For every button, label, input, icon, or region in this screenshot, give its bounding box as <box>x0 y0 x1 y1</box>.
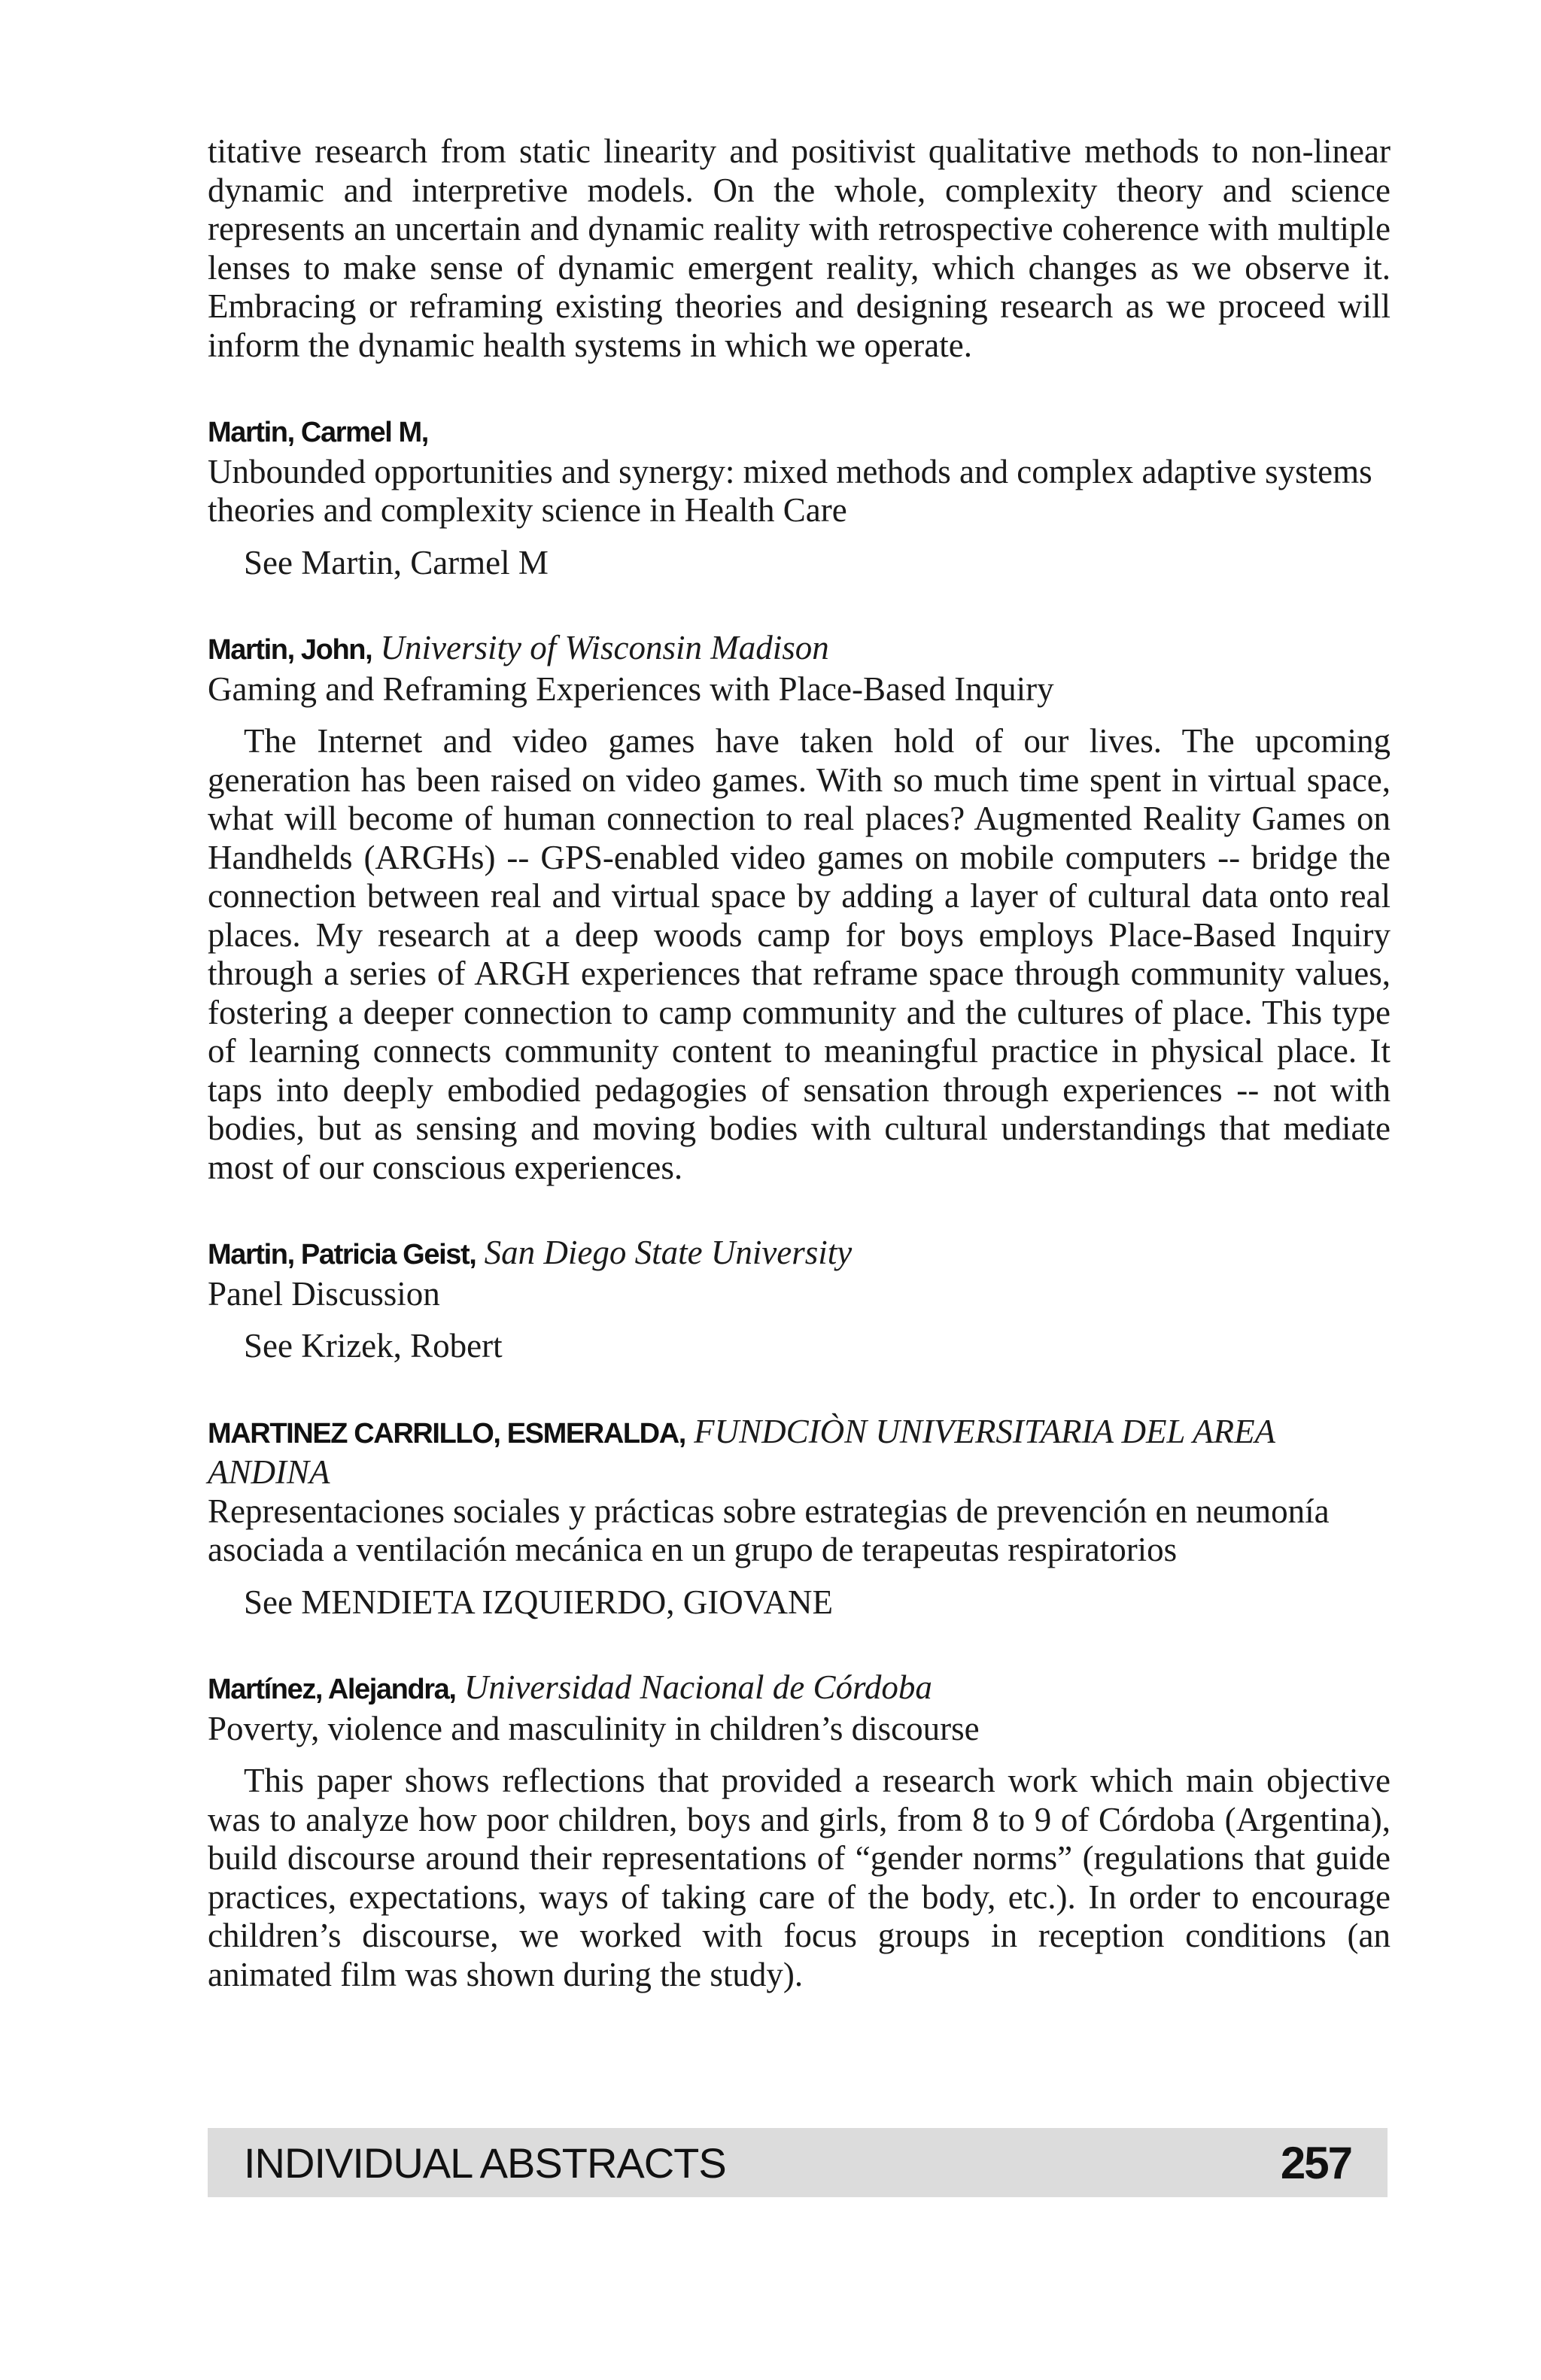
section-label: INDIVIDUAL ABSTRACTS <box>244 2139 726 2187</box>
cross-reference: See MENDIETA IZQUIERDO, GIOVANE <box>244 1583 833 1621</box>
author-affiliation: Universidad Nacional de Córdoba <box>464 1668 932 1706</box>
author-name: Martin, Carmel M, <box>208 417 428 448</box>
page-footer <box>208 2128 1388 2197</box>
author-affiliation: FUNDCIÒN UNIVERSITARIA DEL AREA ANDINA <box>208 1412 1275 1491</box>
author-affiliation: San Diego State University <box>484 1234 853 1271</box>
author-line <box>208 411 1391 453</box>
page-number: 257 <box>1280 2137 1351 2188</box>
author-name: Martin, Patricia Geist, <box>208 1239 476 1270</box>
author-line <box>208 1413 1391 1492</box>
author-name: MARTINEZ CARRILLO, ESMERALDA, <box>208 1417 685 1450</box>
abstract-text: This paper shows reflections that provided a research work which main objective was to analyze how poor children, boys and girls, from 8 to 9 of Córdoba (Argentina), build discourse around their representations of “gender norms” (regulations that guide practices, expectations, ways of taking care of the body, etc.). In order to encourage children’s discourse, we worked with focus groups in reception conditions (an animated film was shown during the study). <box>208 1762 1391 1993</box>
author-line <box>208 629 1391 670</box>
cross-reference: See Martin, Carmel M <box>244 543 549 581</box>
paper-title: Panel Discussion <box>208 1274 440 1313</box>
abstract-entry <box>208 629 1391 1187</box>
author-affiliation: University of Wisconsin Madison <box>380 629 829 666</box>
continuation-paragraph: titative research from static linearity and positivist qualitative methods to non-linear dynamic and interpretive models. On the whole, complexity theory and science represents an uncertain and dynamic reality with retrospective coherence with multiple lenses to make sense of dynamic emergent reality, which changes as we observe it. Embracing or reframing existing theories and designing research as we proceed will inform the dynamic health systems in which we operate. <box>208 132 1391 364</box>
abstract-entry <box>208 1413 1391 1623</box>
abstract-entry <box>208 1234 1391 1366</box>
page-body <box>208 132 1391 1994</box>
paper-title: Representaciones sociales y prácticas sobre estrategias de prevención en neumonía asociada a ventilación mecánica en un grupo de terapeutas respiratorios <box>208 1492 1330 1568</box>
paper-title: Gaming and Reframing Experiences with Place-Based Inquiry <box>208 669 1054 708</box>
paper-title: Poverty, violence and masculinity in children’s discourse <box>208 1709 980 1747</box>
author-line <box>208 1234 1391 1275</box>
cross-reference: See Krizek, Robert <box>244 1327 503 1365</box>
abstract-entry <box>208 411 1391 582</box>
author-name: Martin, John, <box>208 634 372 666</box>
paper-title: Unbounded opportunities and synergy: mixed methods and complex adaptive systems theories and complexity science in Health Care <box>208 452 1372 529</box>
abstract-text: The Internet and video games have taken hold of our lives. The upcoming generation has been raised on video games. With so much time spent in virtual space, what will become of human connection to real places? Augmented Reality Games on Handhelds (ARGHs) -- GPS-enabled video games on mobile computers -- bridge the connection between real and virtual space by adding a layer of cultural data onto real places. My research at a deep woods camp for boys employs Place-Based Inquiry through a series of ARGH experiences that reframe space through community values, fostering a deeper connection to camp community and the cultures of place. This type of learning connects community content to meaningful practice in physical place. It taps into deeply embodied pedagogies of sensation through experiences -- not with bodies, but as sensing and moving bodies with cultural understandings that mediate most of our conscious experiences. <box>208 722 1391 1186</box>
abstract-entry <box>208 1668 1391 1994</box>
author-line <box>208 1668 1391 1710</box>
author-name: Martínez, Alejandra, <box>208 1674 456 1705</box>
